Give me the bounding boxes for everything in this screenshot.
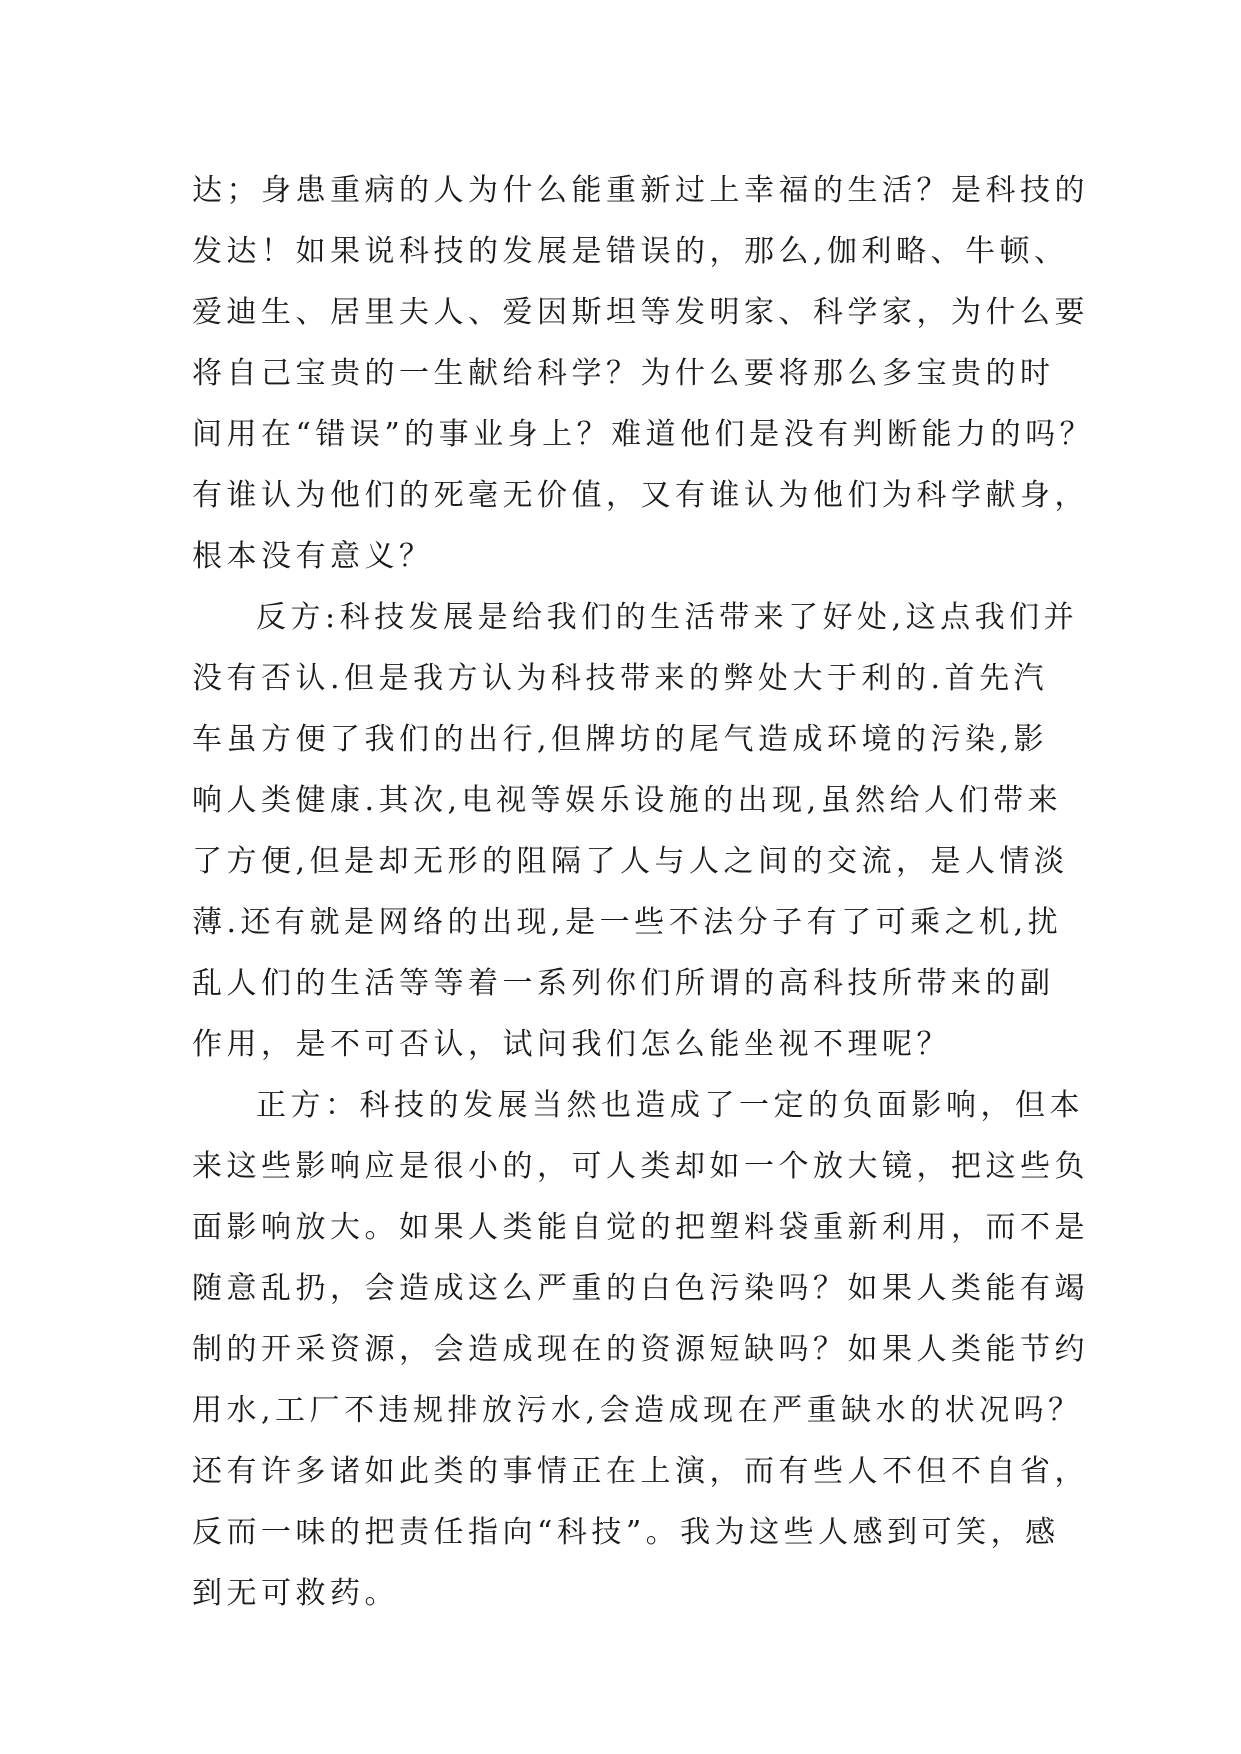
text-line: 反方:科技发展是给我们的生活带来了好处,这点我们并 bbox=[256, 600, 1079, 635]
text-line: 制的开采资源，会造成现在的资源短缺吗？如果人类能节约 bbox=[192, 1332, 1089, 1367]
text-line: 发达！如果说科技的发展是错误的，那么,伽利略、牛顿、 bbox=[192, 234, 1069, 269]
paragraph-2-con-side bbox=[192, 587, 1079, 1075]
text-line: 爱迪生、居里夫人、爱因斯坦等发明家、科学家，为什么要 bbox=[192, 295, 1089, 330]
text-line: 根本没有意义？ bbox=[192, 539, 434, 574]
text-line: 有谁认为他们的死毫无价值，又有谁认为他们为科学献身， bbox=[192, 478, 1089, 513]
text-line: 用水,工厂不违规排放污水,会造成现在严重缺水的状况吗？ bbox=[192, 1393, 1083, 1428]
document-body bbox=[192, 160, 1095, 1624]
text-line: 随意乱扔，会造成这么严重的白色污染吗？如果人类能有竭 bbox=[192, 1271, 1089, 1306]
text-line: 车虽方便了我们的出行,但牌坊的尾气造成环境的污染,影 bbox=[192, 722, 1049, 757]
text-line: 作用，是不可否认，试问我们怎么能坐视不理呢？ bbox=[192, 1027, 951, 1062]
paragraph-1 bbox=[192, 160, 1095, 587]
text-line: 乱人们的生活等等着一系列你们所谓的高科技所带来的副 bbox=[192, 966, 1055, 1001]
text-line: 反而一味的把责任指向“科技”。我为这些人感到可笑，感 bbox=[192, 1515, 1060, 1550]
text-line: 间用在“错误”的事业身上？难道他们是没有判断能力的吗？ bbox=[192, 417, 1095, 452]
text-line: 将自己宝贵的一生献给科学？为什么要将那么多宝贵的时 bbox=[192, 356, 1055, 391]
text-line: 没有否认.但是我方认为科技带来的弊处大于利的.首先汽 bbox=[192, 661, 1049, 696]
text-line: 来这些影响应是很小的，可人类却如一个放大镜，把这些负 bbox=[192, 1149, 1089, 1184]
text-line: 薄.还有就是网络的出现,是一些不法分子有了可乘之机,扰 bbox=[192, 905, 1063, 940]
text-line: 还有许多诸如此类的事情正在上演，而有些人不但不自省， bbox=[192, 1454, 1089, 1489]
text-line: 面影响放大。如果人类能自觉的把塑料袋重新利用，而不是 bbox=[192, 1210, 1089, 1245]
text-line: 到无可救药。 bbox=[192, 1576, 399, 1611]
paragraph-3-pro-side bbox=[192, 1075, 1089, 1624]
text-line: 了方便,但是却无形的阻隔了人与人之间的交流，是人情淡 bbox=[192, 844, 1069, 879]
text-line: 达；身患重病的人为什么能重新过上幸福的生活？是科技的 bbox=[192, 173, 1089, 208]
text-line: 响人类健康.其次,电视等娱乐设施的出现,虽然给人们带来 bbox=[192, 783, 1063, 818]
text-line: 正方：科技的发展当然也造成了一定的负面影响，但本 bbox=[256, 1088, 1084, 1123]
